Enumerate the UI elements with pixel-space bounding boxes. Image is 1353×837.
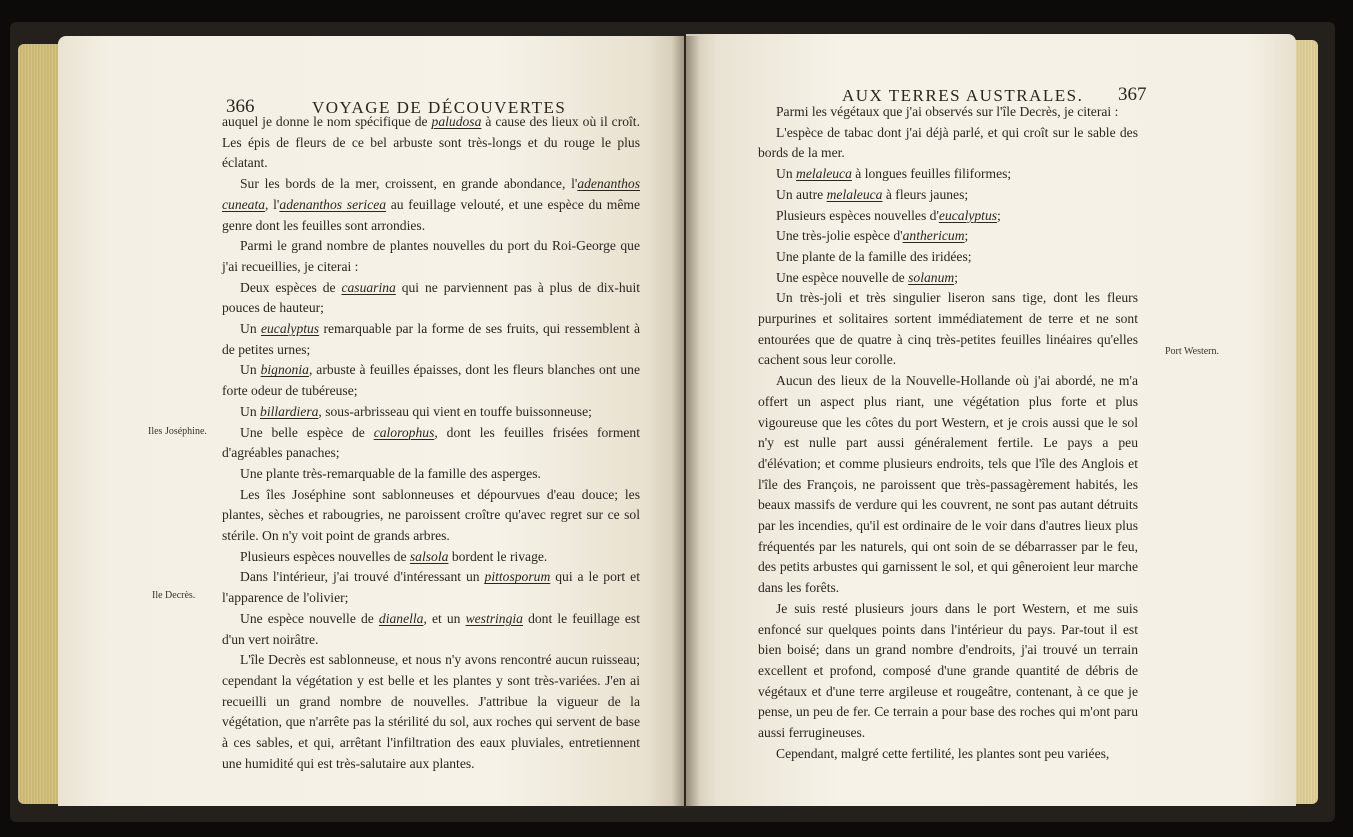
left-page-number: 366 <box>226 96 255 117</box>
paragraph: Un billardiera, sous-arbrisseau qui vient en touffe buissonneuse; <box>240 403 592 419</box>
paragraph: Une plante de la famille des iridées; <box>776 248 972 264</box>
species-name: dianella <box>378 610 424 626</box>
species-name: anthericum <box>902 228 965 244</box>
species-name: adenanthos cuneata <box>222 176 640 212</box>
species-name: solanum <box>908 269 955 285</box>
species-name: eucalyptus <box>938 207 998 223</box>
page-edges-left <box>18 44 60 804</box>
right-page-body <box>758 102 1138 765</box>
species-name: westringia <box>465 610 523 626</box>
right-running-title: AUX TERRES AUSTRALES. <box>842 86 1084 105</box>
paragraph: Une très-jolie espèce d'anthericum; <box>776 228 969 244</box>
paragraph: Un melaleuca à longues feuilles filiformes; <box>776 166 1012 182</box>
paragraph: Cependant, malgré cette fertilité, les plantes sont peu variées, <box>776 745 1110 761</box>
paragraph: Deux espèces de casuarina qui ne parviennent pas à plus de dix-huit pouces de hauteur; <box>222 279 640 316</box>
margin-note-port-western: Port Western. <box>1165 346 1220 357</box>
paragraph: Une espèce nouvelle de dianella, et un westringia dont le feuillage est d'un vert noirâtre. <box>222 610 641 647</box>
paragraph: Plusieurs espèces nouvelles de salsola bordent le rivage. <box>240 548 548 564</box>
paragraph: Une espèce nouvelle de solanum; <box>776 269 958 285</box>
paragraph: Un autre melaleuca à fleurs jaunes; <box>776 186 969 202</box>
left-page-body <box>222 112 640 775</box>
paragraph: Dans l'intérieur, j'ai trouvé d'intéressant un pittosporum qui a le port et l'apparence de l'olivier; <box>222 569 640 606</box>
paragraph: L'île Decrès est sablonneuse, et nous n'y avons rencontré aucun ruisseau; cependant la végétation y est belle et les plantes y sont très-variées. J'en ai recueilli un grand nombre de nouvelles. J'attribue la vigueur de la végétation, que n'arrête pas la stérilité du sol, aux roches qui servent de base à ces sables, et qui, arrêtant l'infiltration des eaux pluviales, entretiennent une humidité qui est très-salutaire aux plantes. <box>222 652 640 771</box>
species-name: billardiera <box>260 403 319 419</box>
paragraph: auquel je donne le nom spécifique de paludosa à cause des lieux où il croît. Les épis de fleurs de ce bel arbuste sont très-longs et du rouge le plus éclatant. <box>222 114 640 171</box>
paragraph: Je suis resté plusieurs jours dans le port Western, et me suis enfoncé sur quelques points dans l'intérieur du pays. Par-tout il est bien boisé; dans un grand nombre d'endroits, j'ai trouvé un terrain excellent et profond, composé d'une grande quantité de débris de végétaux et d'une terre argileuse et rougeâtre, contenant, à ce que je pense, un peu de fer. Ce terrain a pour base des roches qui m'ont paru aussi ferrugineuses. <box>758 600 1138 741</box>
paragraph: Aucun des lieux de la Nouvelle-Hollande où j'ai abordé, ne m'a offert un aspect plus riant, une végétation plus forte et plus vigoureuse que les côtes du port Western, et je crois aussi que le sol n'y est nulle part aussi généralement fertile. Le pays a peu d'élévation; et comme plusieurs endroits, tels que l'île des Anglois et l'île des François, ne paroissent que très-passagèrement habités, les beaux massifs de verdure qui les couvrent, ne sont pas autant détruits par les incendies, qu'il est ordinaire de le voir dans d'autres lieux plus fréquentés par les naturels, qui ont soin de se débarrasser par le feu, des petits arbustes qui garnissent le sol, et qui gêneroient leur marche dans les forêts. <box>758 373 1138 596</box>
paragraph: Parmi les végétaux que j'ai observés sur l'île Decrès, je citerai : <box>776 104 1119 119</box>
species-name: melaleuca <box>796 166 852 182</box>
paragraph: Plusieurs espèces nouvelles d'eucalyptus; <box>776 207 1001 223</box>
gutter-shadow <box>672 36 700 808</box>
margin-note-iles-josephine: Iles Joséphine. <box>148 426 207 437</box>
paragraph: Une plante très-remarquable de la famille des asperges. <box>240 465 541 481</box>
paragraph: Sur les bords de la mer, croissent, en grande abondance, l'adenanthos cuneata, l'adenanthos sericea au feuillage velouté, et une espèce du même genre dont les feuilles sont arrondies. <box>222 176 640 233</box>
paragraph: Un eucalyptus remarquable par la forme de ses fruits, qui ressemblent à de petites urnes; <box>222 321 640 357</box>
species-name: melaleuca <box>826 186 883 202</box>
paragraph: Parmi le grand nombre de plantes nouvelles du port du Roi-George que j'ai recueillies, je citerai : <box>222 238 640 274</box>
species-name: adenanthos sericea <box>279 196 387 212</box>
paragraph: Un très-joli et très singulier liseron sans tige, dont les fleurs purpurines et solitaires sortent immédiatement de terre et ne sont entourées que de quatre à cinq très-petites feuilles linéaires qu'elles cachent sous leur corolle. <box>758 290 1138 368</box>
species-name: pittosporum <box>484 569 551 585</box>
left-running-title: VOYAGE DE DÉCOUVERTES <box>312 98 567 117</box>
paragraph: Une belle espèce de calorophus, dont les feuilles frisées forment d'agréables panaches; <box>222 424 640 461</box>
paragraph: Un bignonia, arbuste à feuilles épaisses, dont les fleurs blanches ont une forte odeur de tubéreuse; <box>222 362 641 399</box>
species-name: salsola <box>409 548 449 564</box>
species-name: paludosa <box>431 114 482 129</box>
paragraph: L'espèce de tabac dont j'ai déjà parlé, et qui croît sur le sable des bords de la mer. <box>758 124 1138 161</box>
paragraph: Les îles Joséphine sont sablonneuses et dépourvues d'eau douce; les plantes, sèches et rabougries, ne paroissent croître qu'avec regret sur ce sol stérile. On n'y voit point de grands arbres. <box>222 486 640 544</box>
species-name: calorophus <box>373 424 435 440</box>
species-name: bignonia <box>260 362 309 378</box>
species-name: casuarina <box>341 279 396 295</box>
species-name: eucalyptus <box>260 321 320 337</box>
right-page-number: 367 <box>1118 84 1147 105</box>
margin-note-ile-decres: Ile Decrès. <box>152 590 196 601</box>
